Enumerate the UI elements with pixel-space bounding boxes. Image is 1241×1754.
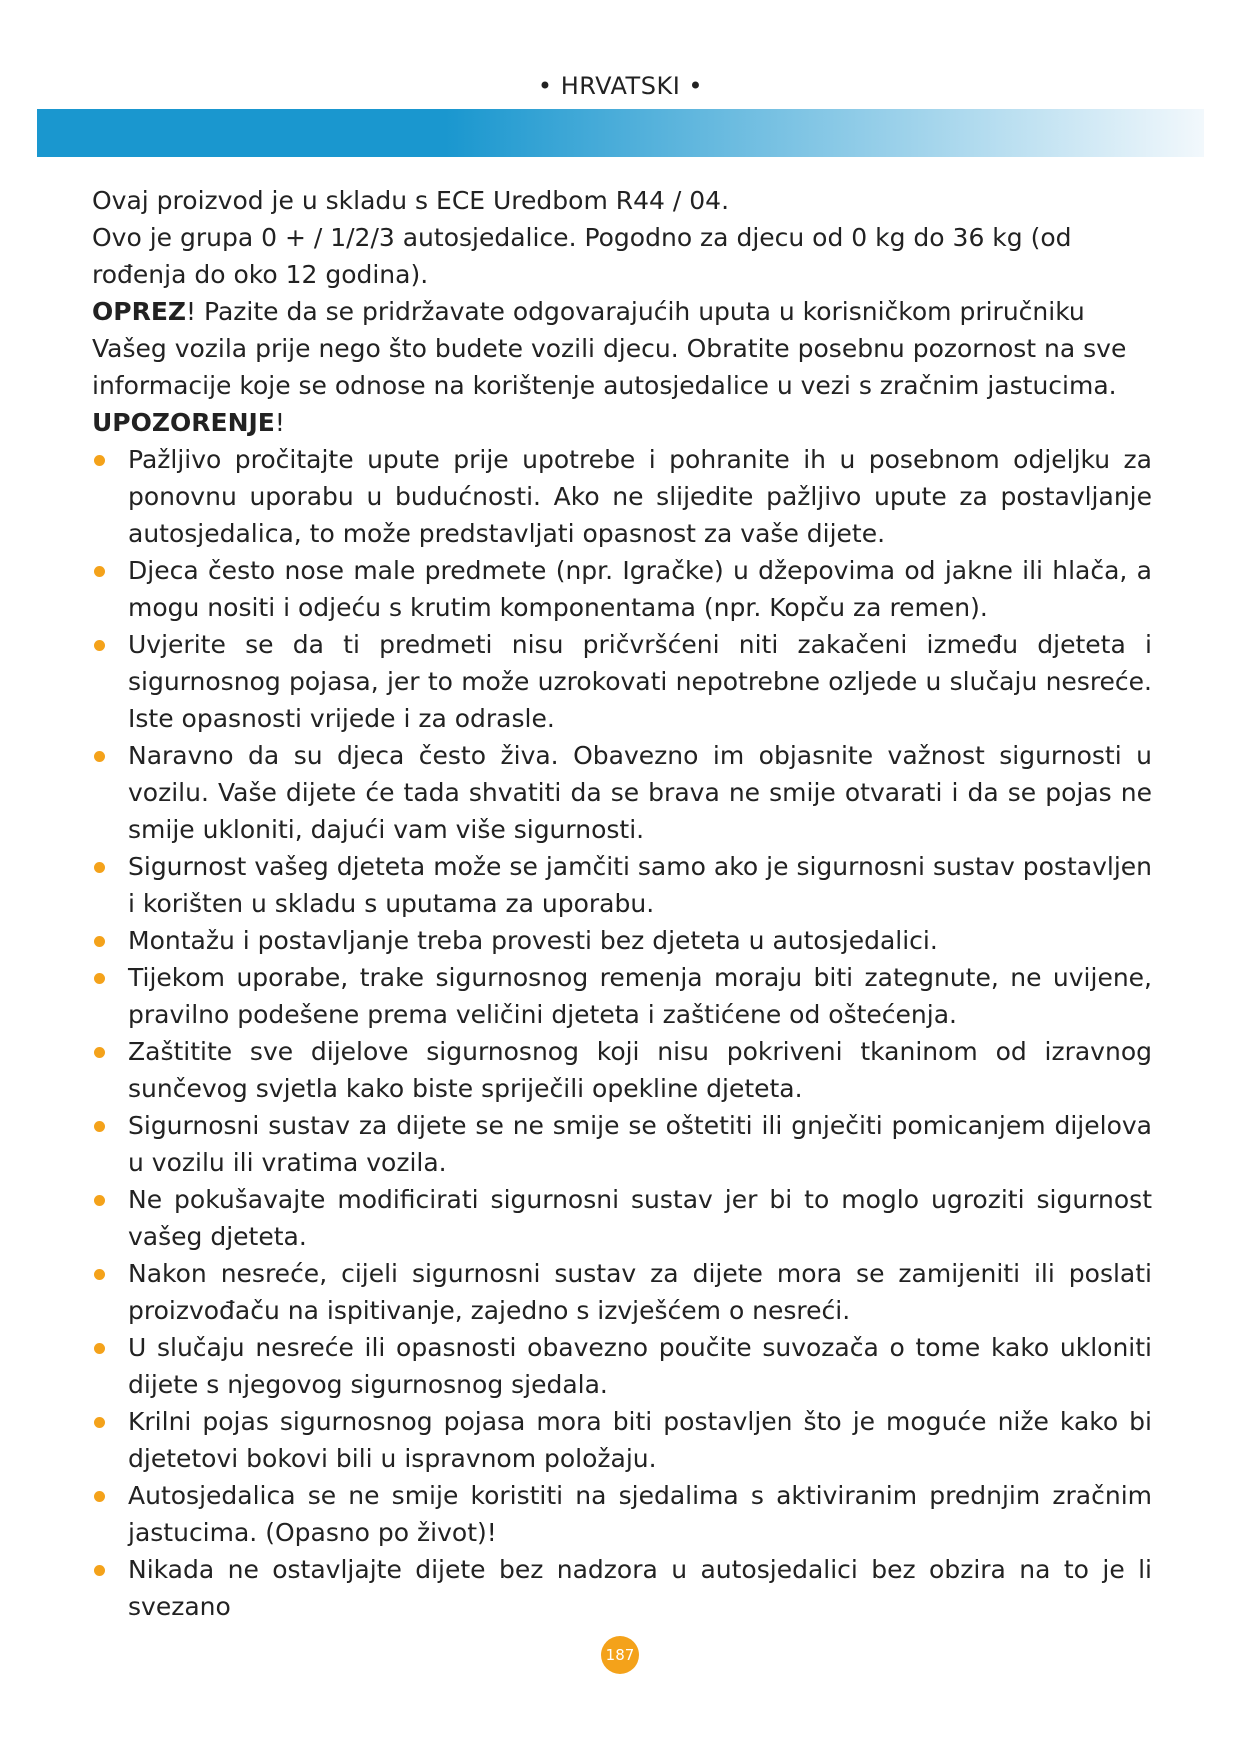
header-gradient-band <box>37 109 1204 157</box>
bullet-icon <box>94 1565 105 1576</box>
warning-heading <box>92 404 1152 441</box>
list-item: Ne pokušavajte modificirati sigurnosni sustav jer bi to moglo ugroziti sigurnost vašeg djeteta. <box>92 1181 1152 1255</box>
list-item: U slučaju nesreće ili opasnosti obavezno poučite suvozača o tome kako ukloniti dijete s njegovog sigurnosnog sjedala. <box>92 1329 1152 1403</box>
list-item: Sigurnosni sustav za dijete se ne smije se oštetiti ili gnječiti pomicanjem dijelova u vozilu ili vratima vozila. <box>92 1107 1152 1181</box>
bullet-icon <box>94 1269 105 1280</box>
warning-suffix: ! <box>274 408 285 437</box>
bullet-icon <box>94 1195 105 1206</box>
header-language: • HRVATSKI • <box>537 72 704 100</box>
caution-paragraph <box>92 293 1152 404</box>
bullet-icon <box>94 1491 105 1502</box>
bullet-icon <box>94 751 105 762</box>
list-item: Djeca često nose male predmete (npr. Igračke) u džepovima od jakne ili hlača, a mogu nositi i odjeću s krutim komponentama (npr. Kopču za remen). <box>92 552 1152 626</box>
warning-label: UPOZORENJE <box>92 408 275 437</box>
caution-label: OPREZ <box>92 297 187 326</box>
bullet-icon <box>94 566 105 577</box>
list-item: Tijekom uporabe, trake sigurnosnog remenja moraju biti zategnute, ne uvijene, pravilno podešene prema veličini djeteta i zaštićene od oštećenja. <box>92 959 1152 1033</box>
group-statement: Ovo je grupa 0 + / 1/2/3 autosjedalice. Pogodno za djecu od 0 kg do 36 kg (od rođenja do oko 12 godina). <box>92 223 1072 289</box>
compliance-statement: Ovaj proizvod je u skladu s ECE Uredbom R44 / 04. <box>92 186 730 215</box>
bullet-icon <box>94 640 105 651</box>
bullet-icon <box>94 1047 105 1058</box>
bullet-icon <box>94 1417 105 1428</box>
caution-text: ! Pazite da se pridržavate odgovarajućih uputa u korisničkom priručniku Vašeg vozila prije nego što budete vozili djecu. Obratite posebnu pozornost na sve informacije koje se odnose na korištenje autosjedalice u vezi s zračnim jastucima. <box>92 297 1127 400</box>
list-item: Montažu i postavljanje treba provesti bez djeteta u autosjedalici. <box>92 922 1152 959</box>
list-item: Zaštitite sve dijelove sigurnosnog koji nisu pokriveni tkaninom od izravnog sunčevog svjetla kako biste spriječili opekline djeteta. <box>92 1033 1152 1107</box>
list-item: Uvjerite se da ti predmeti nisu pričvršćeni niti zakačeni između djeteta i sigurnosnog pojasa, jer to može uzrokovati nepotrebne ozljede u slučaju nesreće. Iste opasnosti vrijede i za odrasle. <box>92 626 1152 737</box>
page-number-badge: 187 <box>601 1636 639 1674</box>
bullet-icon <box>94 1343 105 1354</box>
list-item: Autosjedalica se ne smije koristiti na sjedalima s aktiviranim prednjim zračnim jastucima. (Opasno po život)! <box>92 1477 1152 1551</box>
list-item: Krilni pojas sigurnosnog pojasa mora biti postavljen što je moguće niže kako bi djetetovi bokovi bili u ispravnom položaju. <box>92 1403 1152 1477</box>
bullet-icon <box>94 862 105 873</box>
list-item: Naravno da su djeca često živa. Obavezno im objasnite važnost sigurnosti u vozilu. Vaše dijete će tada shvatiti da se brava ne smije otvarati i da se pojas ne smije ukloniti, dajući vam više sigurnosti. <box>92 737 1152 848</box>
list-item: Nakon nesreće, cijeli sigurnosni sustav za dijete mora se zamijeniti ili poslati proizvođaču na ispitivanje, zajedno s izvješćem o nesreći. <box>92 1255 1152 1329</box>
list-item: Pažljivo pročitajte upute prije upotrebe i pohranite ih u posebnom odjeljku za ponovnu uporabu u budućnosti. Ako ne slijedite pažljivo upute za postavljanje autosjedalica, to može predstavljati opasnost za vaše dijete. <box>92 441 1152 552</box>
list-item: Nikada ne ostavljajte dijete bez nadzora u autosjedalici bez obzira na to je li svezano <box>92 1551 1152 1625</box>
warnings-list <box>92 441 1152 1625</box>
bullet-icon <box>94 936 105 947</box>
bullet-icon <box>94 1121 105 1132</box>
intro-section <box>92 182 1152 441</box>
manual-content <box>92 182 1152 1625</box>
bullet-icon <box>94 973 105 984</box>
bullet-icon <box>94 455 105 466</box>
list-item: Sigurnost vašeg djeteta može se jamčiti samo ako je sigurnosni sustav postavljen i korišten u skladu s uputama za uporabu. <box>92 848 1152 922</box>
